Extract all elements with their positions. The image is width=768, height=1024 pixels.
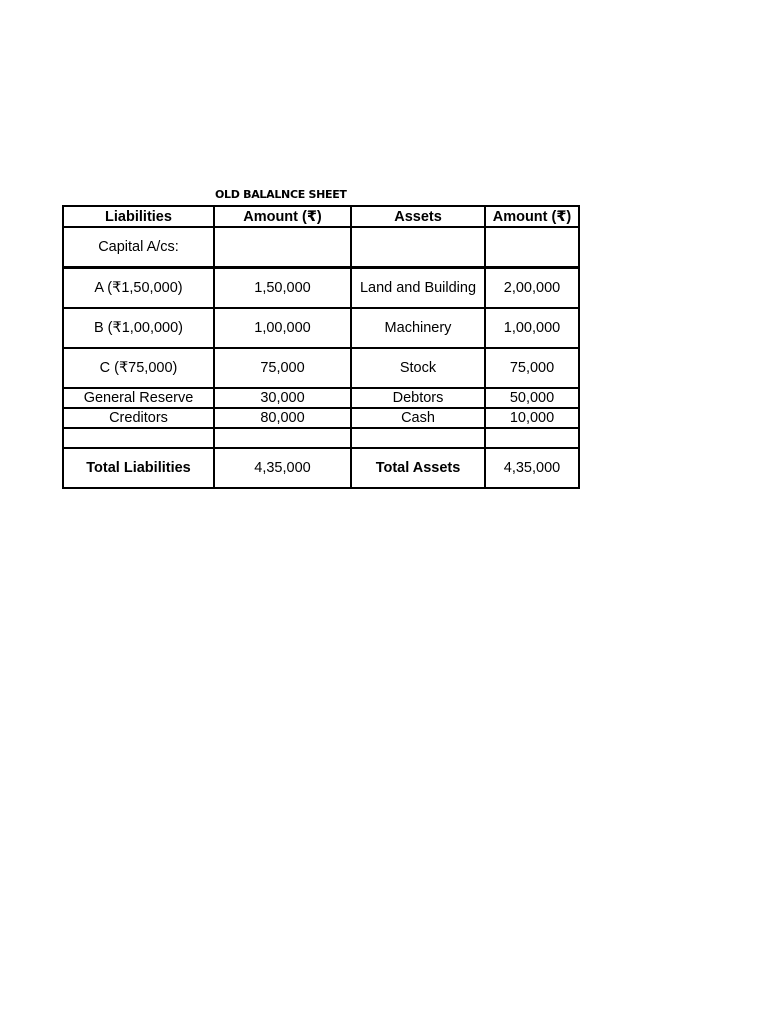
- asset-cell: Land and Building: [351, 268, 485, 309]
- table-row: [63, 268, 579, 309]
- liability-cell: B (₹1,00,000): [63, 308, 214, 348]
- table-row: [63, 227, 579, 268]
- liability-amount-cell: 30,000: [214, 388, 351, 408]
- table-row: [63, 348, 579, 388]
- asset-amount-cell: 50,000: [485, 388, 579, 408]
- blank-cell: [214, 428, 351, 448]
- asset-cell: Machinery: [351, 308, 485, 348]
- liability-amount-cell: [214, 227, 351, 268]
- liability-cell: C (₹75,000): [63, 348, 214, 388]
- liability-amount-cell: 1,00,000: [214, 308, 351, 348]
- total-assets-amount: 4,35,000: [485, 448, 579, 488]
- total-row: [63, 448, 579, 488]
- header-assets: Assets: [351, 206, 485, 227]
- asset-cell: Stock: [351, 348, 485, 388]
- asset-cell: Cash: [351, 408, 485, 428]
- liability-amount-cell: 75,000: [214, 348, 351, 388]
- table-row: [63, 388, 579, 408]
- asset-amount-cell: [485, 227, 579, 268]
- header-liabilities: Liabilities: [63, 206, 214, 227]
- header-amount-assets: Amount (₹): [485, 206, 579, 227]
- header-amount-liabilities: Amount (₹): [214, 206, 351, 227]
- liability-amount-cell: 1,50,000: [214, 268, 351, 309]
- liability-cell: Capital A/cs:: [63, 227, 214, 268]
- total-assets-label: Total Assets: [351, 448, 485, 488]
- asset-amount-cell: 75,000: [485, 348, 579, 388]
- asset-amount-cell: 1,00,000: [485, 308, 579, 348]
- asset-cell: [351, 227, 485, 268]
- blank-row: [63, 428, 579, 448]
- blank-cell: [485, 428, 579, 448]
- asset-amount-cell: 2,00,000: [485, 268, 579, 309]
- table-row: [63, 408, 579, 428]
- liability-cell: General Reserve: [63, 388, 214, 408]
- asset-cell: Debtors: [351, 388, 485, 408]
- table-row: [63, 308, 579, 348]
- blank-cell: [63, 428, 214, 448]
- balance-sheet-table: [62, 205, 580, 489]
- total-liabilities-amount: 4,35,000: [214, 448, 351, 488]
- liability-amount-cell: 80,000: [214, 408, 351, 428]
- liability-cell: A (₹1,50,000): [63, 268, 214, 309]
- blank-cell: [351, 428, 485, 448]
- sheet-title: OLD BALALNCE SHEET: [215, 188, 347, 201]
- header-row: [63, 206, 579, 227]
- liability-cell: Creditors: [63, 408, 214, 428]
- asset-amount-cell: 10,000: [485, 408, 579, 428]
- total-liabilities-label: Total Liabilities: [63, 448, 214, 488]
